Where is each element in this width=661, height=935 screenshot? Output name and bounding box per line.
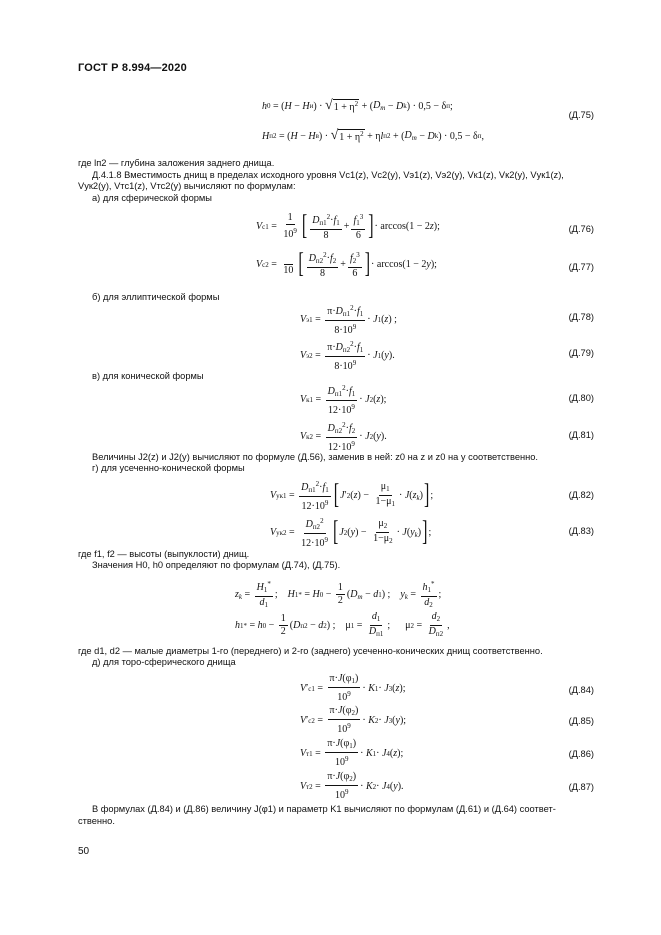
list-item-v: в) для конической формы: [92, 371, 204, 381]
equation-number: (Д.77): [568, 262, 594, 272]
list-item-a: а) для сферической формы: [92, 193, 212, 203]
equation-number: (Д.81): [568, 430, 594, 440]
document-header: ГОСТ Р 8.994—2020: [78, 62, 187, 74]
equation-number: (Д.85): [568, 716, 594, 726]
paragraph-h: Значения H0, h0 определяют по формулам (Д.74), (Д.75).: [92, 560, 341, 570]
paragraph-j: Величины J2(z) и J2(y) вычисляют по формуле (Д.56), заменив в ней: z0 на z и z0 на y соответственно.: [92, 452, 539, 462]
equation-number: (Д.86): [568, 749, 594, 759]
equation-number: (Д.82): [568, 490, 594, 500]
formula-zk-h1-yk: $z_k$ = $\frac{H_1^*}{d_1}$ ; H 1 * = H 0 − $\frac{1}{2}$ ( $D_m$ − d 1 ) ; $y_k$ = $\frac{h_1^*}{d_2}$ ;: [235, 580, 442, 609]
paragraph-f: где f1, f2 — высоты (выпуклости) днищ.: [78, 549, 250, 559]
equation-number: (Д.79): [568, 348, 594, 358]
list-item-d: д) для торо-сферического днища: [92, 657, 236, 667]
formula-h1-mu: h 1 * = h 0 − $\frac{1}{2}$ ( D п2 − d 2 ) ; μ 1 = $\frac{d_1}{D_{п1}}$ ; μ 2 = $\frac{d_2}{D_{п2}}$ ,: [235, 611, 450, 638]
equation-number: (Д.87): [568, 782, 594, 792]
paragraph-ln2: где lп2 — глубина заложения заднего днища.: [78, 158, 275, 168]
paragraph-d: где d1, d2 — малые диаметры 1-го (переднего) и 2-го (заднего) усеченно-конических днищ соответственно.: [78, 646, 543, 656]
equation-number: (Д.76): [568, 224, 594, 234]
formula-h0: h 0 = ( H − H и ) · √ $1 + \eta^2$ + ( $D_m$ − D k ) · 0,5 − δ п ;: [262, 98, 453, 113]
formula-vk1: V к1 = $\frac{D_{п1}^2\cdot f_1}{12\cdot 10^9}$ · J 2 ( z );: [300, 384, 387, 416]
paragraph-d418-line2: Vук2(y), Vтс1(z), Vтс2(y) вычисляют по формулам:: [78, 181, 296, 191]
formula-ve1: V э1 = $\frac{\pi\cdot D_{п1}^2\cdot f_1}{8\cdot 10^9}$ · J 1 ( z ) ;: [300, 304, 397, 336]
formula-vc2: V с2 = 10 [ $\frac{D_{п2}^2\cdot f_2}{8}$ + $\frac{f_2^3}{6}$ ] · arccos(1 − 2 y );: [256, 248, 437, 279]
formula-hn2: H п2 = ( H − H в ) · √ $1 + \eta^2$ + η l п2 + ( $D_m$ − D k ) · 0,5 − δ п ,: [262, 128, 484, 143]
equation-number: (Д.80): [568, 393, 594, 403]
formula-vt2: V т2 = $\frac{\pi\cdot J(\varphi_2)}{10^9}$ · K 2 · J 4 ( y ).: [300, 771, 404, 801]
formula-vuk2: V ук2 = $\frac{D_{п2}^2}{12\cdot 10^9}$ [ J 2 ( y ) − $\frac{\mu_2}{1-\mu_2}$ · J ( $y_k$ ) ] ;: [270, 516, 432, 549]
equation-number: (Д.78): [568, 312, 594, 322]
page-number: 50: [78, 846, 90, 857]
paragraph-d418-line1: Д.4.1.8 Вместимость днищ в пределах исходного уровня Vс1(z), Vс2(y), Vэ1(z), Vэ2(y), Vк1(z), Vк2(y), Vук1(z),: [92, 170, 564, 180]
paragraph-last-line1: В формулах (Д.84) и (Д.86) величину J(φ1) и параметр K1 вычисляют по формулам (Д.61) и (Д.64) соответ-: [92, 804, 556, 814]
formula-vuk1: V ук1 = $\frac{D_{п1}^2\cdot f_1}{12\cdot 10^9}$ [ J ′ 2 ( z ) − $\frac{\mu_1}{1-\mu_1}$ · J ( $z_k$ ) ] ;: [270, 479, 434, 512]
formula-vc1: V с1 = $\frac{1}{10^9}$ [ $\frac{D_{п1}^2\cdot f_1}{8}$ + $\frac{f_1^3}{6}$ ] · arccos(1 − 2 z );: [256, 210, 440, 241]
formula-vc1-prime: V ′ с1 = $\frac{\pi\cdot J(\varphi_1)}{10^9}$ · K 1 · J 3 ( z );: [300, 673, 406, 703]
list-item-b: б) для эллиптической формы: [92, 292, 220, 302]
paragraph-last-line2: ственно.: [78, 816, 115, 826]
equation-number: (Д.75): [568, 110, 594, 120]
formula-vc2-prime: V ′ с2 = $\frac{\pi\cdot J(\varphi_2)}{10^9}$ · K 2 · J 3 ( y );: [300, 705, 407, 735]
formula-ve2: V э2 = $\frac{\pi\cdot D_{п2}^2\cdot f_1}{8\cdot 10^9}$ · J 1 ( y ).: [300, 340, 395, 372]
list-item-g: г) для усеченно-конической формы: [92, 463, 245, 473]
formula-vt1: V т1 = $\frac{\pi\cdot J(\varphi_1)}{10^9}$ · K 1 · J 4 ( z );: [300, 738, 404, 768]
equation-number: (Д.83): [568, 526, 594, 536]
formula-vk2: V к2 = $\frac{D_{п2}^2\cdot f_2}{12\cdot 10^9}$ · J 2 ( y ).: [300, 421, 387, 453]
equation-number: (Д.84): [568, 685, 594, 695]
